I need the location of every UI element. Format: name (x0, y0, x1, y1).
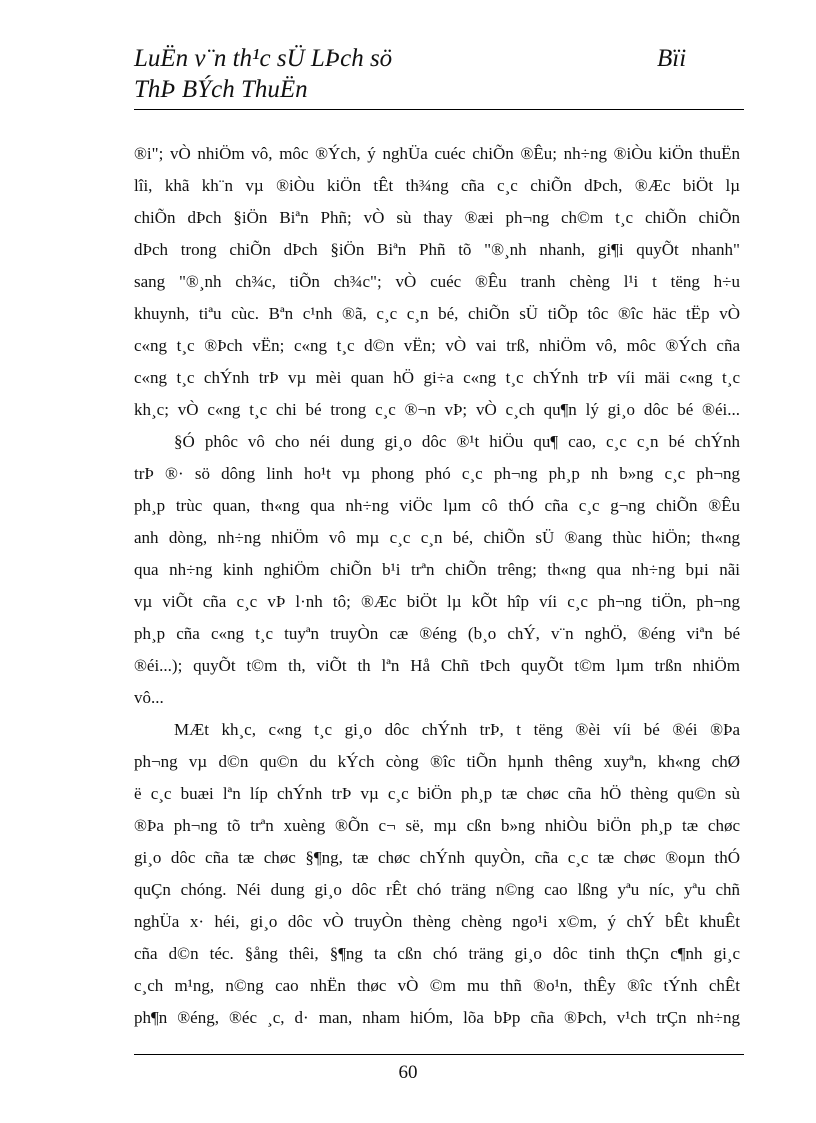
text-line: cña d©n téc. §ång thêi, §¶ng ta cßn chó träng gi¸o dôc tinh thÇn c¶nh gi¸c (134, 944, 740, 963)
text-line: gi¸o dôc cña tæ chøc §¶ng, tæ chøc chÝnh quyÒn, cña c¸c tæ chøc ®oµn thÓ (134, 848, 740, 867)
text-line: quÇn chóng. Néi dung gi¸o dôc rÊt chó träng n©ng cao lßng yªu níc, yªu chñ (134, 880, 740, 899)
text-line: sang "®¸nh ch¾c, tiÕn ch¾c"; vÒ cuéc ®Êu tranh chèng l¹i t tëng h÷u (134, 272, 740, 291)
text-line: trÞ ®· sö dông linh ho¹t vµ phong phó c¸c ph¬ng ph¸p nh b»ng c¸c ph¬ng (134, 464, 740, 483)
header-rule (134, 109, 744, 110)
header-title-line1: LuËn v¨n th¹c sÜ LÞch sö (134, 45, 393, 72)
header-author-surname: Bïi (657, 45, 687, 72)
text-line: ®Þa ph¬ng tõ trªn xuèng ®Õn c¬ së, mµ cßn b»ng nhiÒu biÖn ph¸p tæ chøc (134, 816, 740, 835)
text-line: c«ng t¸c chÝnh trÞ vµ mèi quan hÖ gi÷a c«ng t¸c chÝnh trÞ víi mäi c«ng t¸c (134, 368, 740, 387)
text-line: c¸ch m¹ng, n©ng cao nhËn thøc vÒ ©m mu thñ ®o¹n, thÊy ®îc tÝnh chÊt (134, 976, 740, 995)
text-line: lîi, khã kh¨n vµ ®iÒu kiÖn tÊt th¾ng cña c¸c chiÕn dÞch, ®Æc biÖt lµ (134, 176, 740, 195)
text-line: ph¸p cña c«ng t¸c tuyªn truyÒn cæ ®éng (b¸o chÝ, v¨n nghÖ, ®éng viªn bé (134, 624, 740, 643)
text-line: MÆt kh¸c, c«ng t¸c gi¸o dôc chÝnh trÞ, t tëng ®èi víi bé ®éi ®Þa (174, 720, 740, 739)
running-header (134, 40, 744, 106)
text-line: anh dòng, nh÷ng nhiÖm vô mµ c¸c c¸n bé, chiÕn sÜ ®ang thùc hiÖn; th«ng (134, 528, 740, 547)
text-line: chiÕn dÞch §iÖn Biªn Phñ; vÒ sù thay ®æi ph¬ng ch©m t¸c chiÕn chiÕn (134, 208, 740, 227)
text-line: ®i"; vÒ nhiÖm vô, môc ®Ých, ý nghÜa cuéc chiÕn ®Êu; nh÷ng ®iÒu kiÖn thuËn (134, 144, 740, 163)
header-title-line2: ThÞ BÝch ThuËn (134, 76, 308, 103)
text-line: qua nh÷ng kinh nghiÖm chiÕn b¹i trªn chiÕn trêng; th«ng qua nh÷ng bµi nãi (134, 560, 740, 579)
text-line: vô... (134, 688, 164, 707)
text-line: khuynh, tiªu cùc. Bªn c¹nh ®ã, c¸c c¸n bé, chiÕn sÜ tiÕp tôc ®îc häc tËp vÒ (134, 304, 740, 323)
footer-rule (134, 1054, 744, 1055)
text-line: ë c¸c buæi lªn líp chÝnh trÞ vµ c¸c biÖn ph¸p tæ chøc cña hÖ thèng qu©n sù (134, 784, 740, 803)
text-line: nghÜa x· héi, gi¸o dôc vÒ truyÒn thèng chèng ngo¹i x©m, ý chÝ bÊt khuÊt (134, 912, 740, 931)
text-line: ®éi...); quyÕt t©m th, viÕt th lªn Hå Chñ tÞch quyÕt t©m lµm trßn nhiÖm (134, 656, 740, 675)
text-line: vµ viÕt cña c¸c vÞ l·nh tô; ®Æc biÖt lµ kÕt hîp víi c¸c ph¬ng tiÖn, ph¬ng (134, 592, 740, 611)
text-line: ph¸p trùc quan, th«ng qua nh÷ng viÖc lµm cô thÓ cña c¸c g¬ng chiÕn ®Êu (134, 496, 740, 515)
text-line: dÞch trong chiÕn dÞch §iÖn Biªn Phñ tõ "®¸nh nhanh, gi¶i quyÕt nhanh" (134, 240, 740, 259)
text-line: §Ó phôc vô cho néi dung gi¸o dôc ®¹t hiÖu qu¶ cao, c¸c c¸n bé chÝnh (174, 432, 740, 451)
text-line: c«ng t¸c ®Þch vËn; c«ng t¸c d©n vËn; vÒ vai trß, nhiÖm vô, môc ®Ých cña (134, 336, 740, 355)
text-line: ph¬ng vµ d©n qu©n du kÝch còng ®îc tiÕn hµnh thêng xuyªn, kh«ng chØ (134, 752, 740, 771)
body-text (134, 138, 740, 1034)
text-line: kh¸c; vÒ c«ng t¸c chi bé trong c¸c ®¬n vÞ; vÒ c¸ch qu¶n lý gi¸o dôc bé ®éi... (134, 400, 740, 419)
text-line: ph¶n ®éng, ®éc ¸c, d· man, nham hiÓm, lõa bÞp cña ®Þch, v¹ch trÇn nh÷ng (134, 1008, 740, 1027)
page-number: 60 (398, 1062, 418, 1083)
